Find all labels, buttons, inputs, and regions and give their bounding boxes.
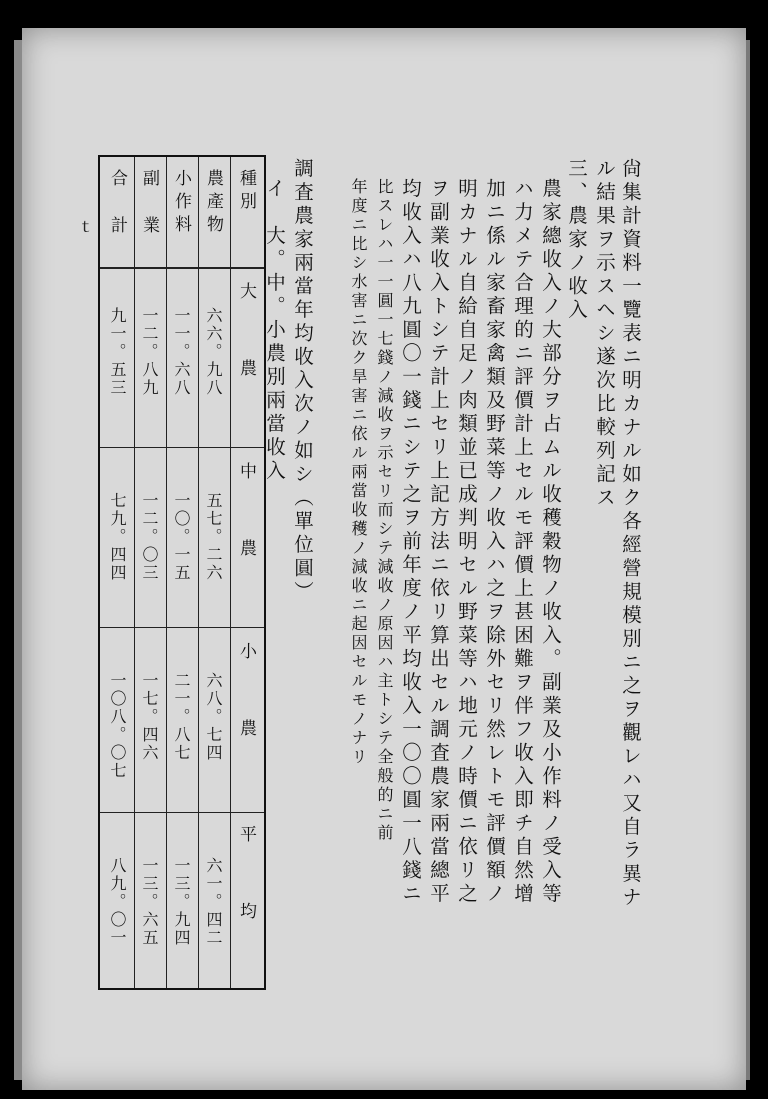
column-header-large: 大農 [236,282,256,436]
row-label: 農產物 [203,169,223,238]
table-cell: 九一。五三 [108,307,127,397]
text-line-7: 明カナル自給自足ノ肉類並已成判明セル野菜等ハ地元ノ時價ニ依リ之 [455,178,478,907]
table-header-label: 種別 [236,169,256,215]
text-line-8: ヲ副業收入トシテ計上セリ上記方法ニ依リ算出セル調査農家兩當總平 [427,178,450,907]
column-header-average: 平均 [236,825,256,979]
text-line-10: 比スレハ一一圓一七錢ノ減收ヲ示セリ而シテ減收ノ原因ハ主トシテ全般的ニ前 [375,178,394,843]
table-caption: イ 大。中。小農別兩當收入 [263,178,286,484]
text-line-9: 均收入ハ八九圓〇一錢ニシテ之ヲ前年度ノ平均收入一〇〇圓一八錢ニ [399,178,422,907]
text-line-6: 加ニ係ル家畜家禽類及野菜等ノ收入ハ之ヲ除外セリ然レトモ評價額ノ [483,178,506,907]
table-cell: 六六。九八 [204,307,223,397]
text-line-1: 尙集計資料一覽表ニ明カナル如ク各經營規模別ニ之ヲ觀レハ又自ラ異ナ [619,158,642,910]
table-cell: 七九。四四 [108,492,127,582]
table-cell: 一七。四六 [140,672,159,762]
text-line-5: ハ力メテ合理的ニ評價計上セルモ評價上甚困難ヲ伴フ收入即チ自然增 [511,178,534,907]
table-cell: 六一。四二 [204,857,223,947]
table-cell: 二一。八七 [172,672,191,762]
table-cell: 一一。六八 [172,307,191,397]
table-cell: 一二。八九 [140,307,159,397]
table-cell: 一二。〇三 [140,492,159,582]
margin-mark: ｔ [78,217,95,236]
table-cell: 五七。二六 [204,492,223,582]
row-label: 副業 [139,169,159,263]
row-label: 合計 [107,169,127,263]
table-cell: 六八。七四 [204,672,223,762]
table-cell: 一三。六五 [140,857,159,947]
text-line-4: 農家總收入ノ大部分ヲ占ムル收穫穀物ノ收入。副業及小作料ノ受入等 [539,178,562,907]
income-table [98,155,266,990]
table-cell: 一〇。一五 [172,492,191,582]
text-line-2: ル結果ヲ示スヘシ遂次比較列記ス [593,158,616,511]
row-label: 小作料 [171,169,191,238]
section-heading: 三、農家ノ收入 [565,158,588,323]
table-cell: 八九。〇一 [108,857,127,947]
column-header-medium: 中農 [236,462,256,616]
text-line-11: 年度ニ比シ水害ニ次ク旱害ニ依ル兩當收穫ノ減收ニ起因セルモノナリ [349,178,368,767]
table-cell: 一三。九四 [172,857,191,947]
table-cell: 一〇八。〇七 [108,672,127,780]
text-line-12: 調査農家兩當年均收入次ノ如シ（單位圓） [291,158,314,605]
column-header-small: 小農 [236,642,256,796]
